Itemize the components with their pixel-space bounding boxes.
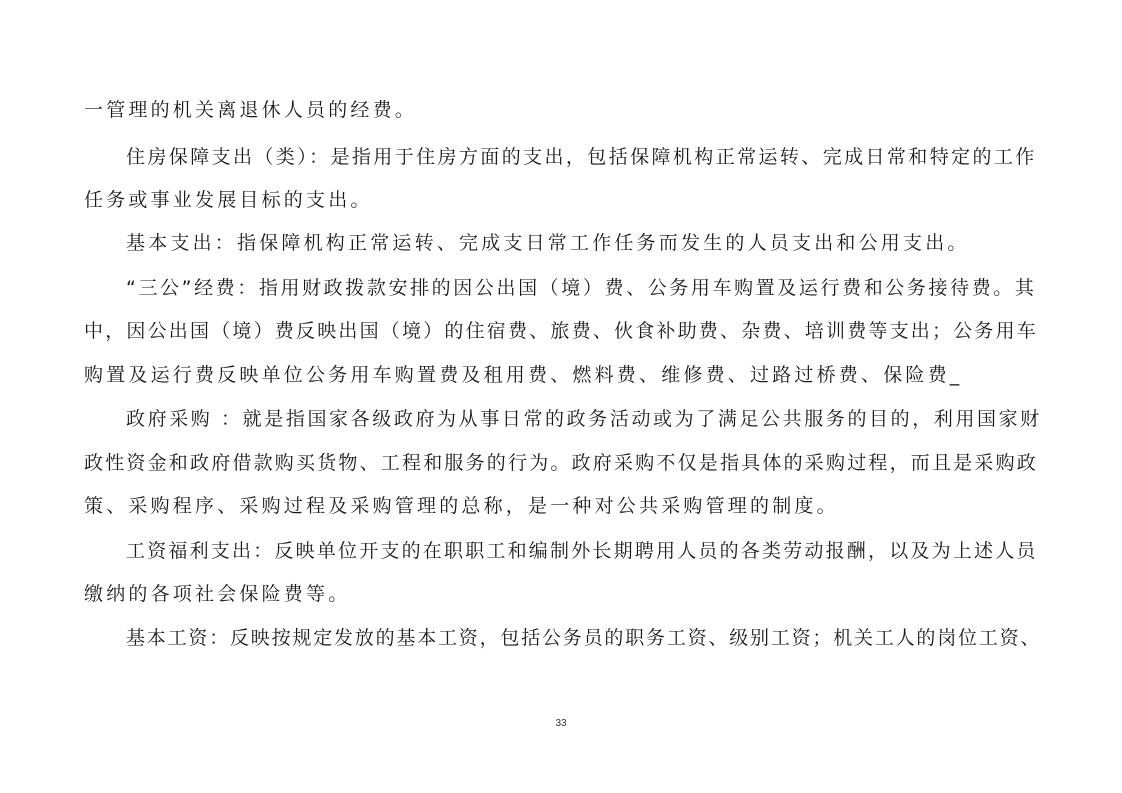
text-line-10: 策、采购程序、采购过程及采购管理的总称，是一种对公共采购管理的制度。: [84, 495, 839, 517]
text-line-5: “三公”经费：指用财政拨款安排的因公出国（境）费、公务用车购置及运行费和公务接待费。其: [126, 277, 1037, 299]
text-line-8: 政府采购 ：就是指国家各级政府为从事日常的政务活动或为了满足公共服务的目的，利用国家财: [126, 408, 1042, 430]
text-line-1: 一管理的机关离退休人员的经费。: [84, 99, 418, 121]
text-line-12: 缴纳的各项社会保险费等。: [84, 583, 351, 605]
text-line-13: 基本工资：反映按规定发放的基本工资，包括公务员的职务工资、级别工资；机关工人的岗位工资、: [126, 627, 1042, 649]
page-number: 33: [555, 718, 567, 729]
text-line-4: 基本支出：指保障机构正常运转、完成支日常工作任务而发生的人员支出和公用支出。: [126, 232, 970, 254]
text-line-9: 政性资金和政府借款购买货物、工程和服务的行为。政府采购不仅是指具体的采购过程，而且是采购政: [84, 452, 1039, 474]
text-line-6: 中，因公出国（境）费反映出国（境）的住宿费、旅费、伙食补助费、杂费、培训费等支出；公务用车: [84, 320, 1039, 342]
text-line-11: 工资福利支出：反映单位开支的在职职工和编制外长期聘用人员的各类劳动报酬，以及为上述人员: [126, 540, 1038, 562]
text-line-3: 任务或事业发展目标的支出。: [84, 189, 373, 211]
text-line-7: 购置及运行费反映单位公务用车购置费及租用费、燃料费、维修费、过路过桥费、保险费_: [84, 364, 963, 386]
text-line-2: 住房保障支出（类）：是指用于住房方面的支出，包括保障机构正常运转、完成日常和特定的工作: [126, 146, 1037, 168]
